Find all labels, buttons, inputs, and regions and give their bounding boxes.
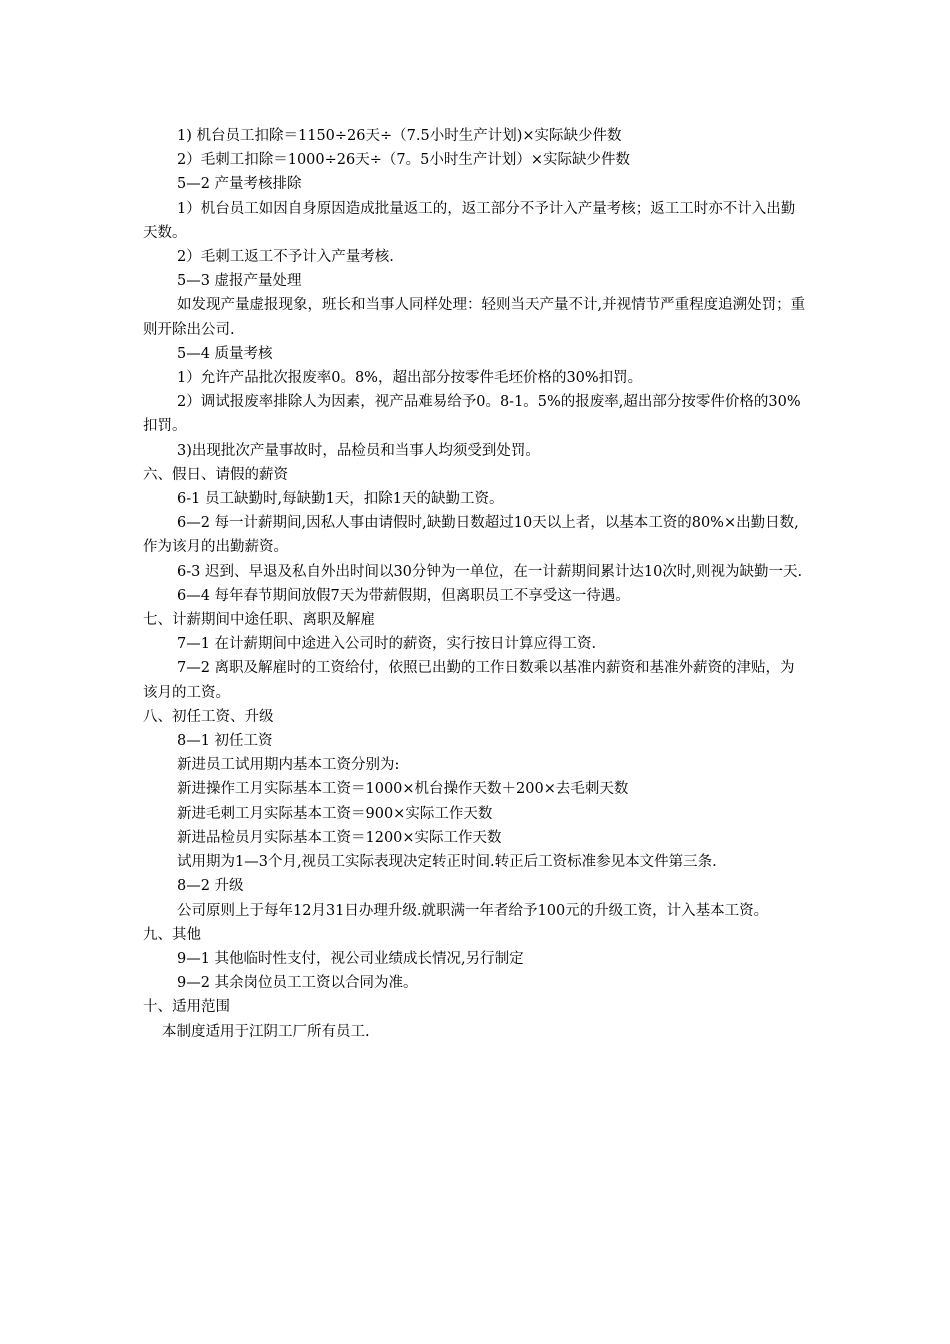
paragraph: 7—2 离职及解雇时的工资给付，依照已出勤的工作日数乘以基准内薪资和基准外薪资的津贴，为该月的工资。	[143, 660, 795, 701]
paragraph: 本制度适用于江阴工厂所有员工.	[162, 1023, 370, 1040]
paragraph: 5—3 虚报产量处理	[177, 273, 302, 290]
paragraph: 如发现产量虚报现象，班长和当事人同样处理：轻则当天产量不计,并视情节严重程度追溯处罚；重则开除出公司.	[143, 297, 806, 338]
paragraph: 新进毛刺工月实际基本工资＝900×实际工作天数	[177, 805, 493, 822]
section-heading: 八、初任工资、升级	[143, 708, 274, 725]
paragraph: 2）毛刺工扣除＝1000÷26天÷（7。5小时生产计划）×实际缺少件数	[177, 152, 630, 169]
paragraph: 新进品检员月实际基本工资＝1200×实际工作天数	[177, 829, 502, 846]
document-body	[143, 124, 808, 1044]
paragraph: 2）毛刺工返工不予计入产量考核.	[177, 249, 394, 266]
paragraph: 9—2 其余岗位员工工资以合同为准。	[177, 975, 418, 992]
paragraph: 6-1 员工缺勤时,每缺勤1天，扣除1天的缺勤工资。	[177, 491, 504, 508]
paragraph: 1）允许产品批次报废率0。8%，超出部分按零件毛坯价格的30%扣罚。	[177, 370, 643, 387]
section-heading: 十、适用范围	[143, 999, 230, 1016]
paragraph: 7—1 在计薪期间中途进入公司时的薪资，实行按日计算应得工资.	[177, 636, 597, 653]
paragraph: 6—2 每一计薪期间,因私人事由请假时,缺勤日数超过10天以上者，以基本工资的80%×出勤日数,作为该月的出勤薪资。	[143, 515, 799, 556]
paragraph: 2）调试报废率排除人为因素，视产品难易给予0。8-1。5%的报废率,超出部分按零件价格的30%扣罚。	[143, 394, 801, 435]
paragraph: 新进操作工月实际基本工资＝1000×机台操作天数＋200×去毛刺天数	[177, 781, 629, 798]
section-heading: 六、假日、请假的薪资	[143, 466, 288, 483]
paragraph: 6—4 每年春节期间放假7天为带薪假期，但离职员工不享受这一待遇。	[177, 587, 630, 604]
paragraph: 8—1 初任工资	[177, 733, 273, 750]
paragraph: 1）机台员工如因自身原因造成批量返工的，返工部分不予计入产量考核；返工工时亦不计入出勤天数。	[143, 200, 796, 241]
paragraph: 新进员工试用期内基本工资分别为:	[177, 757, 400, 774]
paragraph: 5—4 质量考核	[177, 345, 273, 362]
section-heading: 七、计薪期间中途任职、离职及解雇	[143, 612, 375, 629]
paragraph: 8—2 升级	[177, 878, 244, 895]
paragraph: 公司原则上于每年12月31日办理升级.就职满一年者给予100元的升级工资，计入基本工资。	[177, 902, 769, 919]
paragraph: 1) 机台员工扣除＝1150÷26天÷（7.5小时生产计划)×实际缺少件数	[177, 128, 622, 144]
paragraph: 6-3 迟到、早退及私自外出时间以30分钟为一单位，在一计薪期间累计达10次时,则视为缺勤一天.	[177, 563, 803, 580]
paragraph: 5—2 产量考核排除	[177, 176, 302, 193]
paragraph: 试用期为1—3个月,视员工实际表现决定转正时间.转正后工资标准参见本文件第三条.	[177, 854, 717, 871]
paragraph: 3)出现批次产量事故时，品检员和当事人均须受到处罚。	[177, 442, 540, 459]
paragraph: 9—1 其他临时性支付，视公司业绩成长情况,另行制定	[177, 950, 524, 967]
section-heading: 九、其他	[143, 926, 201, 943]
